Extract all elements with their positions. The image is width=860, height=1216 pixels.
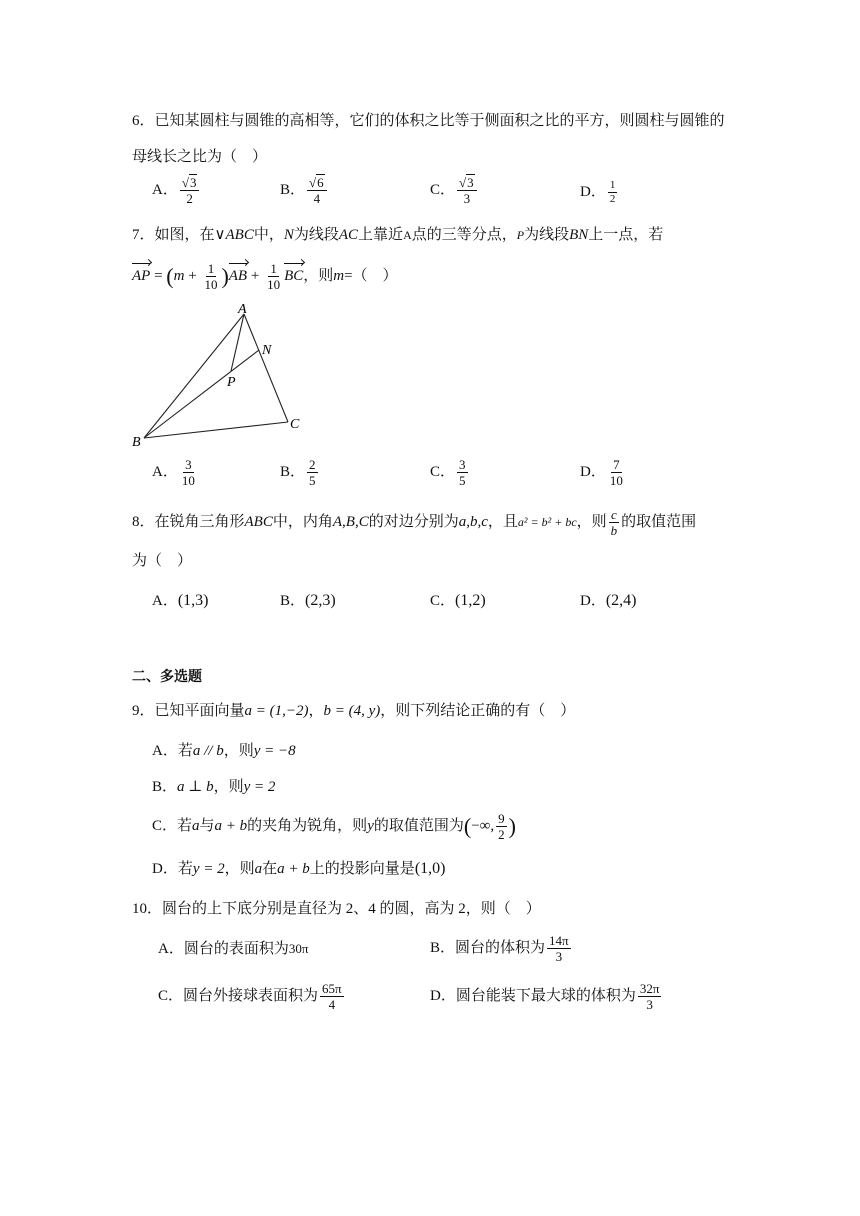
q8-option-d[interactable]: D．(2,4): [580, 592, 637, 609]
q9-option-c[interactable]: C．若a与a + b的夹角为锐角，则y的取值范围为(−∞, $\frac{9}{2}$ ): [152, 811, 516, 842]
q7-option-b[interactable]: B． $\frac{2}{5}$: [280, 457, 316, 488]
edge-ac: [244, 314, 288, 422]
q6-option-a[interactable]: A． $\frac{√3}{2}$: [152, 176, 201, 205]
q10-option-c[interactable]: C．圆台外接球表面积为 $\frac{65\pi}{4}$: [158, 981, 342, 1012]
q8-option-b[interactable]: B．(2,3): [280, 592, 336, 609]
q8-option-c[interactable]: C．(1,2): [430, 592, 486, 609]
q10-option-a[interactable]: A．圆台的表面积为30π: [158, 941, 309, 957]
edge-bc: [144, 422, 288, 438]
q7-option-d[interactable]: D． $\frac{7}{10}$: [580, 457, 623, 488]
q7-stem-line1: 7．如图，在∨ABC中，N为线段AC上靠近A点的三等分点，P为线段BN上一点，若: [132, 227, 664, 243]
q8-stem-line2: 为（ ）: [132, 553, 193, 569]
q9-option-d[interactable]: D．若y = 2，则a在a + b上的投影向量是(1,0): [152, 860, 446, 877]
q9-option-b[interactable]: B．a ⊥ b，则y = 2: [152, 779, 276, 795]
q6-stem-line1: 6．已知某圆柱与圆锥的高相等，它们的体积之比等于侧面积之比的平方，则圆柱与圆锥的: [132, 113, 725, 129]
q9-stem: 9．已知平面向量a = (1,−2)，b = (4, y)，则下列结论正确的有（ ）: [132, 703, 576, 719]
label-a: A: [238, 302, 247, 317]
q10-option-d[interactable]: D．圆台能装下最大球的体积为 $\frac{32\pi}{3}$: [430, 981, 660, 1012]
label-n: N: [262, 343, 272, 358]
q6-option-b[interactable]: B． $\frac{√6}{4}$: [280, 176, 329, 205]
q6-stem-line2: 母线长之比为（ ）: [132, 149, 268, 165]
q9-option-a[interactable]: A．若a // b，则y = −8: [152, 743, 296, 759]
label-c: C: [290, 417, 300, 432]
segment-bn: [144, 350, 259, 438]
label-b: B: [132, 435, 141, 450]
q7-option-a[interactable]: A． $\frac{3}{10}$: [152, 457, 195, 488]
q7-triangle-figure: [124, 296, 314, 452]
q10-option-b[interactable]: B．圆台的体积为 $\frac{14\pi}{3}$: [430, 933, 569, 964]
q6-option-c[interactable]: C． $\frac{√3}{3}$: [430, 176, 479, 205]
section-heading-multiple-choice: 二、多选题: [132, 669, 202, 685]
q6-option-d[interactable]: D． $\frac{1}{2}$: [580, 179, 616, 205]
q8-option-a[interactable]: A．(1,3): [152, 592, 209, 609]
q8-stem-line1: 8．在锐角三角形ABC中，内角A,B,C的对边分别为a,b,c，且a² = b² + bc，则 $\frac{c}{b}$ 的取值范围: [132, 507, 697, 538]
q10-stem: 10．圆台的上下底分别是直径为 2、4 的圆，高为 2，则（ ）: [132, 901, 541, 917]
q7-stem-equation: AP = (m + $\frac{1}{10}$ )AB + $\frac{1}{10}$ BC，则m=（ ）: [132, 261, 398, 292]
label-p: P: [227, 375, 236, 390]
q7-option-c[interactable]: C． $\frac{3}{5}$: [430, 457, 466, 488]
